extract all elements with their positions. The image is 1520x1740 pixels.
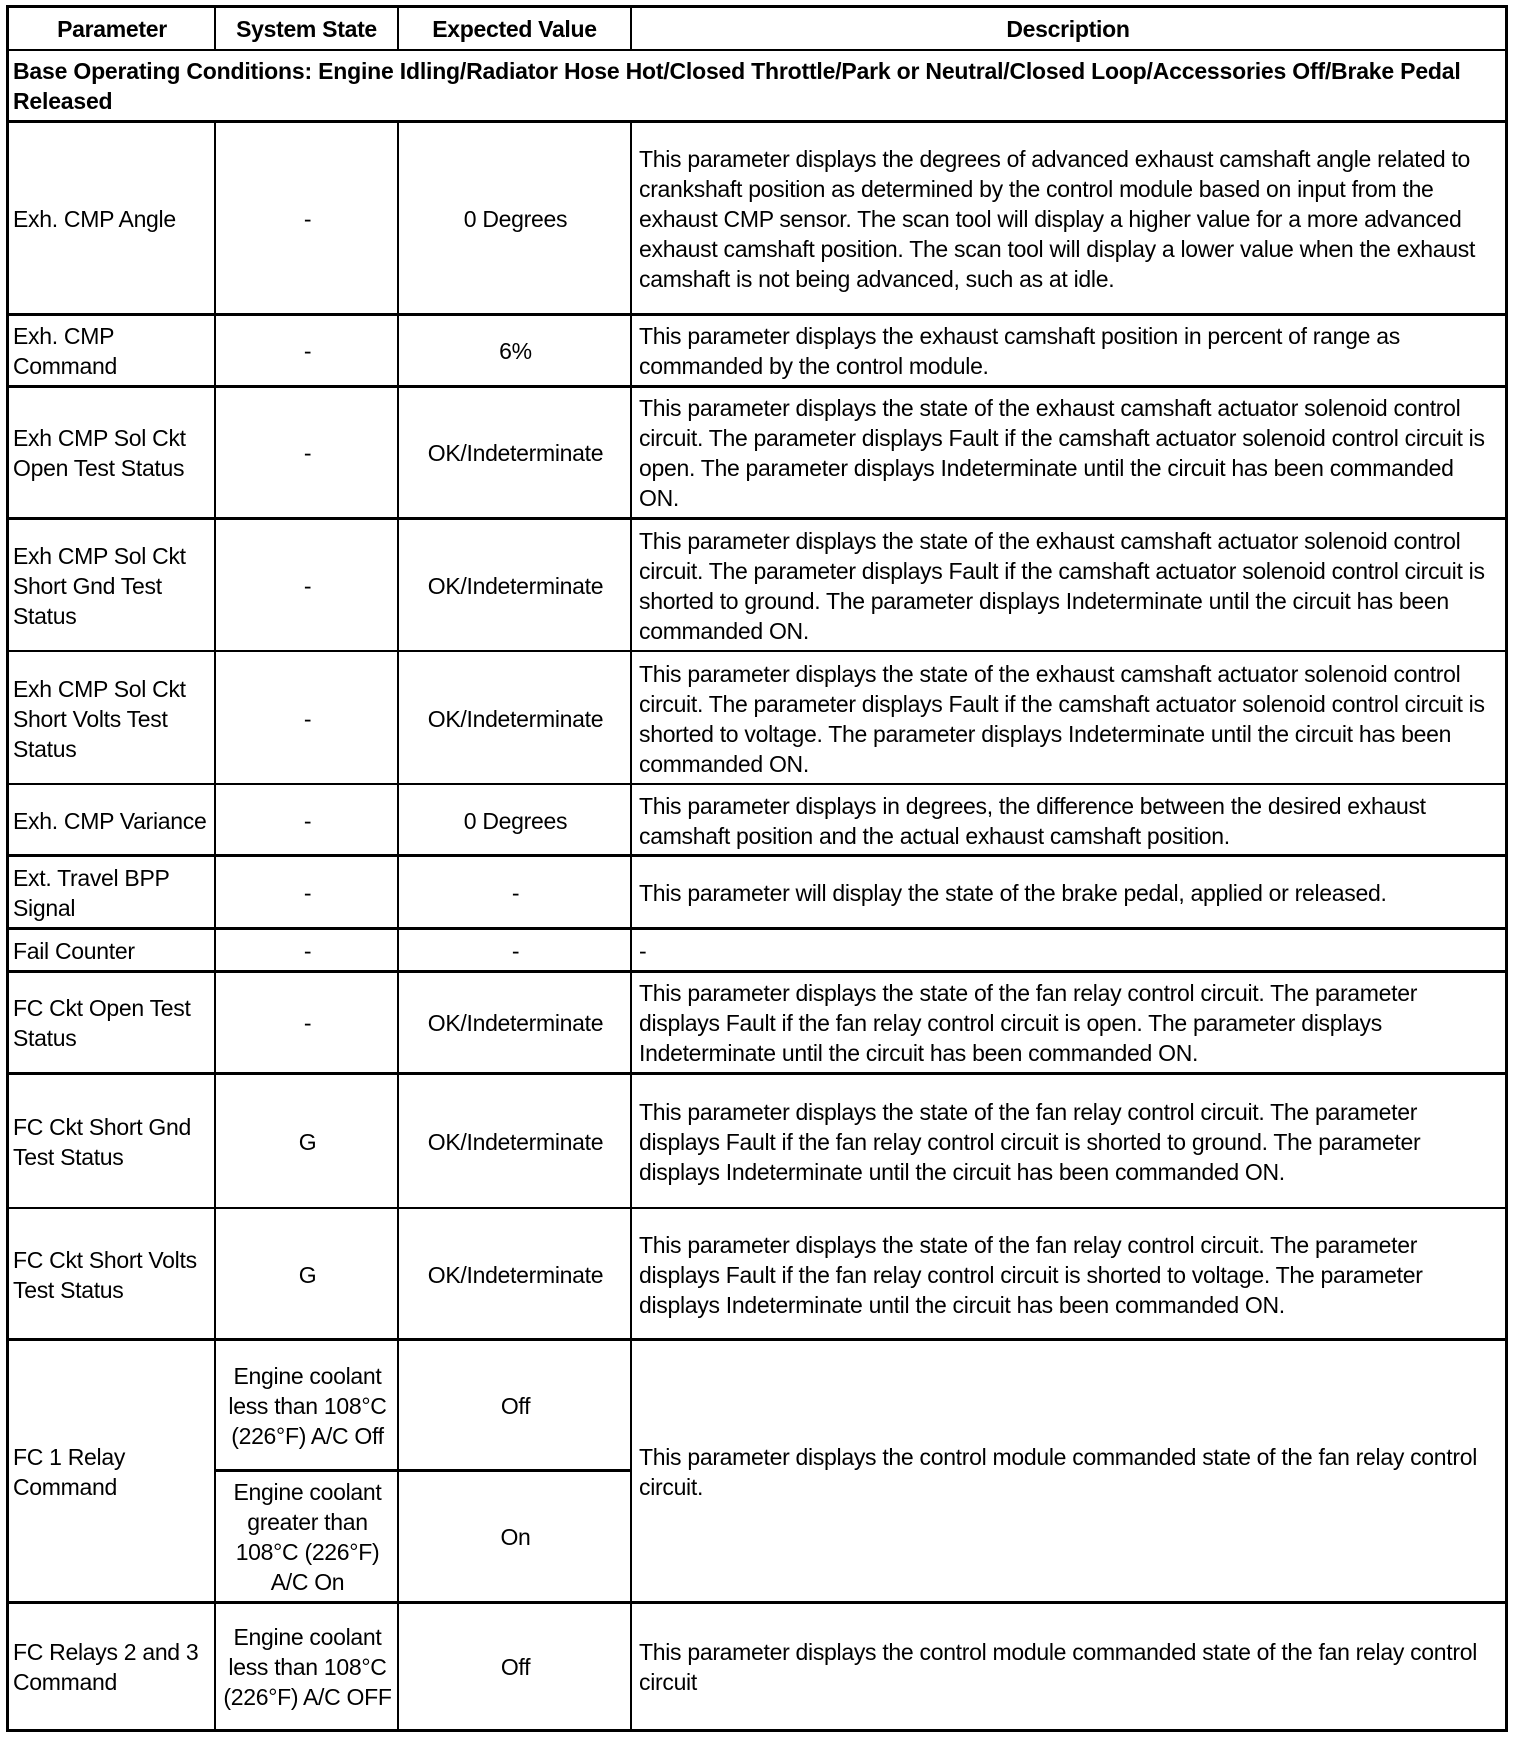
- row-6-description: [633, 786, 1505, 855]
- row-1-parameter: [9, 123, 215, 314]
- system-state-value: -: [303, 338, 312, 364]
- expected-value: OK/Indeterminate: [427, 1261, 604, 1288]
- parameter-name: FC Ckt Short Volts Test Status: [13, 1246, 197, 1303]
- row-3-system-state: [217, 388, 398, 518]
- rule-row-5: [9, 783, 1505, 785]
- row-10-parameter: [9, 1075, 215, 1208]
- rule-row-10: [9, 1207, 1505, 1209]
- row-8-expected-value: [400, 930, 631, 971]
- rule-row-12-split: [215, 1469, 631, 1472]
- expected-value: OK/Indeterminate: [427, 1010, 604, 1036]
- rule-row-9: [9, 1072, 1505, 1075]
- rule-row-6: [9, 854, 1505, 857]
- system-state-value: -: [303, 937, 312, 964]
- row-5-system-state: [217, 653, 398, 784]
- description-text: This parameter displays the state of the fan relay control circuit. The parameter displays Fault if the fan relay control circuit is shorted to ground. The parameter displays Indeterminate until the circuit has been commanded ON.: [639, 1098, 1421, 1185]
- system-state-value: -: [303, 440, 312, 466]
- row-11-parameter: [9, 1210, 215, 1339]
- row-7-expected-value: [400, 857, 631, 928]
- description-text: This parameter displays the control module commanded state of the fan relay control circuit: [639, 1638, 1478, 1695]
- row-8-system-state: [217, 930, 398, 971]
- row-8-description: [633, 930, 1505, 971]
- row-2-expected-value: [400, 316, 631, 386]
- rule-col-3-top: [630, 8, 632, 50]
- parameter-name: Fail Counter: [13, 937, 135, 964]
- rule-row-11: [9, 1338, 1505, 1341]
- row-13-parameter: [9, 1604, 215, 1729]
- expected-value: 0 Degrees: [463, 807, 568, 834]
- row-9-system-state: [217, 973, 398, 1073]
- expected-value: OK/Indeterminate: [427, 705, 604, 732]
- row-10-expected-value: [400, 1075, 631, 1208]
- system-state-value: -: [303, 572, 312, 599]
- parameter-name: Ext. Travel BPP Signal: [13, 864, 170, 921]
- row-1-description: [633, 123, 1505, 314]
- expected-value: 6%: [499, 338, 532, 364]
- rule-row-4: [9, 650, 1505, 652]
- row-4-description: [633, 520, 1505, 651]
- row-9-description: [633, 973, 1505, 1073]
- description-text: This parameter will display the state of the brake pedal, applied or released.: [639, 879, 1387, 906]
- system-state-value: -: [303, 807, 312, 834]
- header-description-label: Description: [1006, 15, 1130, 42]
- system-state-value: Engine coolant greater than 108°C (226°F) A/C On: [233, 1479, 382, 1595]
- rule-header: [9, 49, 1505, 51]
- row-5-parameter: [9, 653, 215, 784]
- row-7-description: [633, 857, 1505, 928]
- row-1-system-state: [217, 123, 398, 314]
- description-text: This parameter displays the degrees of advanced exhaust camshaft angle related to crankshaft position as determined by the control module based on input from the exhaust CMP sensor. The scan tool will display a higher value for a more advanced exhaust camshaft position. The scan tool will display a lower value when the exhaust camshaft is not being advanced, such as at idle.: [639, 145, 1476, 292]
- parameter-name: Exh. CMP Command: [13, 323, 117, 379]
- rule-col-1-top: [214, 8, 216, 50]
- row-11-system-state: [217, 1210, 398, 1339]
- row-9-expected-value: [400, 973, 631, 1073]
- row-2-parameter: [9, 316, 215, 386]
- parameter-table: [6, 5, 1508, 1732]
- parameter-name: Exh CMP Sol Ckt Short Volts Test Status: [13, 675, 186, 762]
- row-3-expected-value: [400, 388, 631, 518]
- row-5-description: [633, 653, 1505, 784]
- parameter-name: FC Relays 2 and 3 Command: [13, 1638, 199, 1695]
- row-6-parameter: [9, 786, 215, 855]
- rule-col-2: [397, 121, 399, 1732]
- description-text: This parameter displays the state of the exhaust camshaft actuator solenoid control circuit. The parameter displays Fault if the camshaft actuator solenoid control circuit is shorted to voltage. The parameter displays Indeterminate until the circuit has been commanded ON.: [639, 660, 1485, 777]
- row-12b-system-state: [217, 1472, 398, 1602]
- system-state-value: -: [303, 205, 312, 232]
- header-description: [631, 8, 1505, 49]
- header-system-state: [215, 8, 398, 49]
- expected-value: -: [511, 937, 520, 964]
- rule-row-7: [9, 927, 1505, 930]
- description-text: -: [639, 937, 647, 964]
- row-13-system-state: [217, 1604, 398, 1729]
- row-9-parameter: [9, 973, 215, 1073]
- expected-value: Off: [500, 1653, 531, 1680]
- row-7-system-state: [217, 857, 398, 928]
- description-text: This parameter displays the state of the exhaust camshaft actuator solenoid control circuit. The parameter displays Fault if the camshaft actuator solenoid control circuit is open. The parameter displays Indeterminate until the circuit has been commanded ON.: [639, 395, 1485, 511]
- row-10-system-state: [217, 1075, 398, 1208]
- rule-row-3: [9, 517, 1505, 520]
- row-2-description: [633, 316, 1505, 386]
- rule-base: [9, 120, 1505, 123]
- row-6-system-state: [217, 786, 398, 855]
- description-text: This parameter displays the state of the fan relay control circuit. The parameter displays Fault if the fan relay control circuit is shorted to voltage. The parameter displays Indeterminate until the circuit has been commanded ON.: [639, 1231, 1423, 1318]
- row-6-expected-value: [400, 786, 631, 855]
- description-text: This parameter displays the exhaust camshaft position in percent of range as commanded by the control module.: [639, 323, 1400, 379]
- expected-value: -: [511, 879, 520, 906]
- rule-col-3: [630, 121, 632, 1732]
- header-expected-value: [398, 8, 631, 49]
- row-5-expected-value: [400, 653, 631, 784]
- base-conditions-text: Base Operating Conditions: Engine Idling/Radiator Hose Hot/Closed Throttle/Park or Neutral/Closed Loop/Accessories Off/Brake Pedal Released: [13, 58, 1461, 114]
- parameter-name: Exh CMP Sol Ckt Open Test Status: [13, 425, 186, 481]
- row-10-description: [633, 1075, 1505, 1208]
- row-2-system-state: [217, 316, 398, 386]
- system-state-value: G: [298, 1128, 317, 1155]
- description-text: This parameter displays in degrees, the difference between the desired exhaust camshaft position and the actual exhaust camshaft position.: [639, 792, 1426, 849]
- system-state-value: Engine coolant less than 108°C (226°F) A/C Off: [228, 1362, 387, 1449]
- expected-value: Off: [500, 1392, 531, 1419]
- system-state-value: -: [303, 879, 312, 906]
- row-4-expected-value: [400, 520, 631, 651]
- system-state-value: Engine coolant less than 108°C (226°F) A/C OFF: [223, 1623, 392, 1710]
- expected-value: OK/Indeterminate: [427, 572, 604, 599]
- row-1-expected-value: [400, 123, 631, 314]
- description-text: This parameter displays the control module commanded state of the fan relay control circuit.: [639, 1443, 1478, 1500]
- row-3-parameter: [9, 388, 215, 518]
- row-4-system-state: [217, 520, 398, 651]
- row-12-description: [633, 1341, 1505, 1602]
- system-state-value: G: [298, 1261, 317, 1288]
- row-12-parameter: [9, 1341, 215, 1602]
- parameter-name: Exh. CMP Angle: [13, 205, 176, 232]
- row-3-description: [633, 388, 1505, 518]
- rule-col-2-top: [397, 8, 399, 50]
- system-state-value: -: [303, 705, 312, 732]
- parameter-name: FC Ckt Short Gnd Test Status: [13, 1113, 191, 1170]
- row-13-expected-value: [400, 1604, 631, 1729]
- row-11-expected-value: [400, 1210, 631, 1339]
- parameter-name: Exh CMP Sol Ckt Short Gnd Test Status: [13, 542, 186, 629]
- expected-value: OK/Indeterminate: [427, 440, 604, 466]
- rule-row-12: [9, 1601, 1505, 1604]
- header-parameter-label: Parameter: [57, 15, 167, 42]
- parameter-name: Exh. CMP Variance: [13, 807, 207, 834]
- rule-row-2: [9, 385, 1505, 388]
- header-parameter: [9, 8, 215, 49]
- row-12b-expected-value: [400, 1472, 631, 1602]
- description-text: This parameter displays the state of the fan relay control circuit. The parameter displays Fault if the fan relay control circuit is open. The parameter displays Indeterminate until the circuit has been commanded ON.: [639, 980, 1418, 1066]
- row-4-parameter: [9, 520, 215, 651]
- row-11-description: [633, 1210, 1505, 1339]
- system-state-value: -: [303, 1010, 312, 1036]
- header-expected-value-label: Expected Value: [432, 15, 597, 42]
- row-8-parameter: [9, 930, 215, 971]
- description-text: This parameter displays the state of the exhaust camshaft actuator solenoid control circuit. The parameter displays Fault if the camshaft actuator solenoid control circuit is shorted to ground. The parameter displays Indeterminate until the circuit has been commanded ON.: [639, 527, 1485, 644]
- header-system-state-label: System State: [236, 15, 377, 42]
- expected-value: 0 Degrees: [463, 205, 568, 232]
- row-7-parameter: [9, 857, 215, 928]
- row-12a-expected-value: [400, 1341, 631, 1470]
- rule-col-1: [214, 121, 216, 1732]
- row-12a-system-state: [217, 1341, 398, 1470]
- base-operating-conditions: [9, 51, 1505, 121]
- row-13-description: [633, 1604, 1505, 1729]
- rule-row-1: [9, 313, 1505, 316]
- expected-value: On: [500, 1524, 531, 1550]
- parameter-name: FC 1 Relay Command: [13, 1443, 126, 1500]
- expected-value: OK/Indeterminate: [427, 1128, 604, 1155]
- parameter-name: FC Ckt Open Test Status: [13, 995, 191, 1051]
- rule-row-8: [9, 970, 1505, 973]
